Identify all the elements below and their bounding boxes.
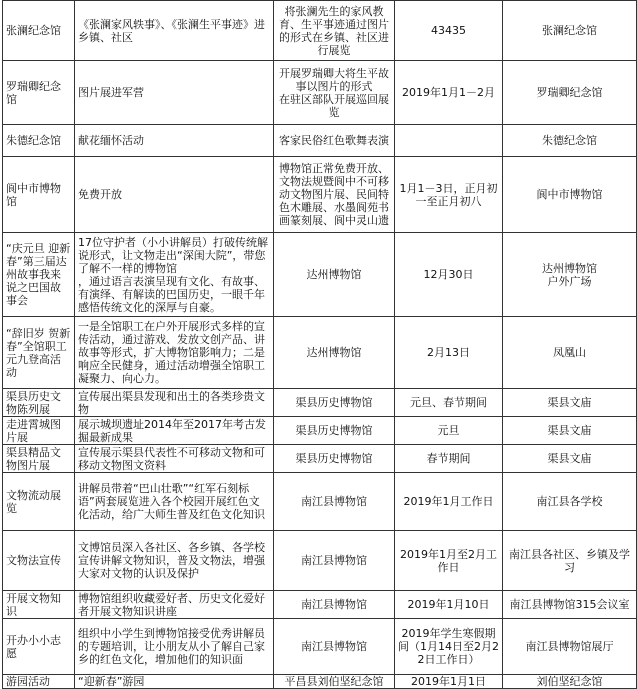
cell-venue: 南江县各学校: [503, 473, 637, 531]
cell-time: 2019年1月10日: [395, 591, 503, 619]
table-row: [3, 675, 637, 689]
cell-activity: 献花缅怀活动: [75, 125, 274, 157]
cell-time: 元旦、春节期间: [395, 389, 503, 417]
cell-venue: 罗瑞卿纪念馆: [503, 61, 637, 125]
cell-time: 1月1－3日，正月初一至正月初八: [395, 157, 503, 233]
cell-venue: 渠县文庙: [503, 389, 637, 417]
table-row: [3, 473, 637, 531]
table-row: [3, 445, 637, 473]
cell-activity: 宣传展出渠县发现和出土的各类珍贵文物: [75, 389, 274, 417]
cell-time: 春节期间: [395, 445, 503, 473]
cell-activity: 讲解员带着“巴山壮歌”“红军石刻标语”两套展览进入各个校园开展红色文化活动，给广大师生普及红色文化知识: [75, 473, 274, 531]
cell-venue: 凤凰山: [503, 317, 637, 389]
cell-content: 南江县博物馆: [274, 591, 395, 619]
events-table: [2, 0, 637, 689]
cell-name: 朱德纪念馆: [3, 125, 75, 157]
cell-activity: “迎新春”游园: [75, 675, 274, 689]
cell-venue: 南江县各社区、乡镇及学习: [503, 531, 637, 591]
table-row: [3, 125, 637, 157]
cell-name: 渠县历史文物陈列展: [3, 389, 75, 417]
cell-activity: 图片展进军营: [75, 61, 274, 125]
cell-name: 开办小小志愿: [3, 619, 75, 675]
cell-venue: 渠县文庙: [503, 417, 637, 445]
table-row: [3, 417, 637, 445]
cell-content: 达州博物馆: [274, 317, 395, 389]
table-row: [3, 531, 637, 591]
cell-name: 文物流动展览: [3, 473, 75, 531]
cell-venue: 南江县博物馆315会议室: [503, 591, 637, 619]
cell-name: 渠县精品文物图片展: [3, 445, 75, 473]
cell-time: 43435: [395, 1, 503, 61]
cell-activity: 宣传展示渠县代表性不可移动文物和可移动文物图文资料: [75, 445, 274, 473]
table-row: [3, 591, 637, 619]
cell-time: [395, 125, 503, 157]
cell-activity: 免费开放: [75, 157, 274, 233]
cell-name: 走进霄城图片展: [3, 417, 75, 445]
cell-content: 将张澜先生的家风教育、生平事迹通过图片的形式在乡镇、社区进行展览: [274, 1, 395, 61]
cell-content: 开展罗瑞卿大将生平故事以图片的形式 在驻区部队开展巡回展览: [274, 61, 395, 125]
cell-activity: 《张澜家风轶事》、《张澜生平事迹》进乡镇、社区: [75, 1, 274, 61]
cell-venue: 朱德纪念馆: [503, 125, 637, 157]
cell-venue: 刘伯坚纪念馆: [503, 675, 637, 689]
table-row: [3, 157, 637, 233]
cell-activity: 文博馆员深入各社区、各乡镇、各学校宣传讲解文物知识，普及文物法，增强大家对文物的认识及保护: [75, 531, 274, 591]
cell-time: 2019年1月1日: [395, 675, 503, 689]
cell-name: “庆元旦 迎新春”第三届达州故事我来说之巴国故事会: [3, 233, 75, 317]
cell-name: 罗瑞卿纪念馆: [3, 61, 75, 125]
cell-activity: 一是全馆职工在户外开展形式多样的宣传活动，通过游戏、发放文创产品、讲故事等形式，扩大博物馆影响力；二是响应全民健身，通过活动增强全馆职工凝聚力、向心力。: [75, 317, 274, 389]
table-row: [3, 61, 637, 125]
cell-name: 文物法宣传: [3, 531, 75, 591]
cell-time: 12月30日: [395, 233, 503, 317]
cell-name: 张澜纪念馆: [3, 1, 75, 61]
cell-content: 渠县历史博物馆: [274, 445, 395, 473]
cell-activity: 博物馆组织收藏爱好者、历史文化爱好者开展文物知识讲座: [75, 591, 274, 619]
table-row: [3, 1, 637, 61]
cell-venue: 南江县博物馆展厅: [503, 619, 637, 675]
table-row: [3, 233, 637, 317]
cell-content: 平昌县刘伯坚纪念馆: [274, 675, 395, 689]
cell-venue: 达州博物馆 户外广场: [503, 233, 637, 317]
cell-venue: 阆中市博物馆: [503, 157, 637, 233]
cell-content: 南江县博物馆: [274, 531, 395, 591]
table-row: [3, 619, 637, 675]
cell-time: 元旦: [395, 417, 503, 445]
cell-name: “辞旧岁 贺新春”全馆职工元九登高活动: [3, 317, 75, 389]
cell-content: 南江县博物馆: [274, 473, 395, 531]
cell-activity: 展示城坝遗址2014年至2017年考古发掘最新成果: [75, 417, 274, 445]
cell-time: 2月13日: [395, 317, 503, 389]
cell-time: 2019年1月至2月工作日: [395, 531, 503, 591]
cell-content: 南江县博物馆: [274, 619, 395, 675]
cell-name: 游园活动: [3, 675, 75, 689]
cell-content: 渠县历史博物馆: [274, 389, 395, 417]
cell-content: 博物馆正常免费开放、文物法规暨阆中不可移动文物图片展、民间特色木雕展、水墨阆苑书画篆刻展、阆中灵山遗: [274, 157, 395, 233]
cell-time: 2019年学生寒假期间（1月14日至2月22日工作日）: [395, 619, 503, 675]
table-row: [3, 317, 637, 389]
cell-content: 达州博物馆: [274, 233, 395, 317]
cell-name: 开展文物知识: [3, 591, 75, 619]
cell-content: 渠县历史博物馆: [274, 417, 395, 445]
cell-venue: 渠县文庙: [503, 445, 637, 473]
cell-name: 阆中市博物馆: [3, 157, 75, 233]
table-row: [3, 389, 637, 417]
cell-venue: 张澜纪念馆: [503, 1, 637, 61]
cell-activity: 17位守护者（小小讲解员）打破传统解说形式，让文物走出“深闺大院”，带您了解不一样的博物馆 ，通过语言表演呈现有文化、有故事、有演绎、有解读的巴国历史，一眼千年感悟传统文化的深厚与自豪。: [75, 233, 274, 317]
cell-time: 2019年1月工作日: [395, 473, 503, 531]
cell-content: 客家民俗红色歌舞表演: [274, 125, 395, 157]
cell-activity: 组织中小学生到博物馆接受优秀讲解员的专题培训，让小朋友从小了解自己家乡的红色文化，增加他们的知识面: [75, 619, 274, 675]
cell-time: 2019年1月1－2月: [395, 61, 503, 125]
